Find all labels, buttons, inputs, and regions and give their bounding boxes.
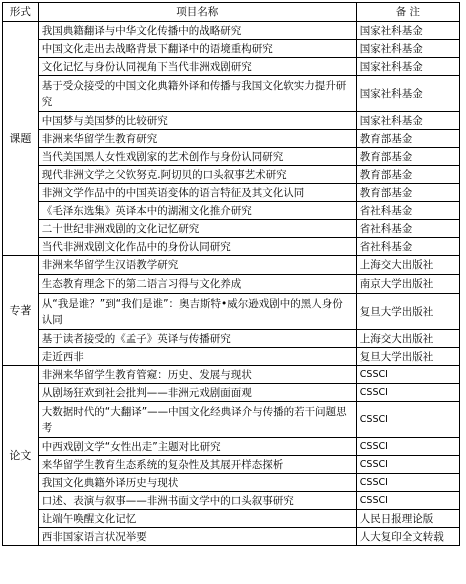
header-remarks: 备 注 [356,3,459,22]
project-remark: 国家社科基金 [356,40,459,58]
table-row [3,510,460,528]
project-remark: CSSCI [356,474,459,492]
project-remark: 教育部基金 [356,130,459,148]
project-remark: 人民日报理论版 [356,510,459,528]
project-title: 当代非洲戏剧文化作品中的身份认同研究 [38,238,356,256]
table-row [3,22,460,40]
project-remark: CSSCI [356,492,459,510]
table-row [3,348,460,366]
section-label: 论文 [3,366,39,546]
table-row [3,112,460,130]
table-body [3,22,460,546]
project-title: 二十世纪非洲戏剧的文化记忆研究 [38,220,356,238]
table-row [3,456,460,474]
project-title: 口述、表演与叙事——非洲书面文学中的口头叙事研究 [38,492,356,510]
project-title: 大数据时代的“大翻译”——中国文化经典译介与传播的若干问题思考 [38,402,356,438]
project-remark: 国家社科基金 [356,112,459,130]
project-title: 从剧场狂欢到社会批判——非洲元戏剧面面观 [38,384,356,402]
header-row [3,3,460,22]
table-row [3,238,460,256]
table-row [3,148,460,166]
project-remark: 复旦大学出版社 [356,294,459,330]
project-remark: 教育部基金 [356,166,459,184]
header-project-name: 项目名称 [38,3,356,22]
project-title: 西非国家语言状况举要 [38,528,356,546]
table-row [3,492,460,510]
section-label: 课题 [3,22,39,256]
project-title: 生态教育理念下的第二语言习得与文化养成 [38,275,356,294]
table-row [3,402,460,438]
project-title: 来华留学生教育生态系统的复杂性及其展开样态探析 [38,456,356,474]
project-remark: 人大复印全文转载 [356,528,459,546]
project-remark: CSSCI [356,438,459,456]
project-title: 文化记忆与身份认同视角下当代非洲戏剧研究 [38,58,356,76]
section-label: 专著 [3,256,39,366]
table-row [3,366,460,384]
table-row [3,330,460,348]
header-form: 形式 [3,3,39,22]
table-row [3,275,460,294]
project-remark: CSSCI [356,402,459,438]
project-title: 让端午唤醒文化记忆 [38,510,356,528]
project-remark: 南京大学出版社 [356,275,459,294]
project-remark: 国家社科基金 [356,22,459,40]
project-title: 基于读者接受的《孟子》英译与传播研究 [38,330,356,348]
project-remark: CSSCI [356,384,459,402]
project-title: 当代美国黑人女性戏剧家的艺术创作与身份认同研究 [38,148,356,166]
project-remark: 省社科基金 [356,202,459,220]
table-row [3,438,460,456]
project-remark: CSSCI [356,366,459,384]
project-title: 非洲来华留学生教育研究 [38,130,356,148]
project-remark: 省社科基金 [356,238,459,256]
project-title: 非洲来华留学生教育管窥：历史、发展与现状 [38,366,356,384]
table-row [3,384,460,402]
project-title: 基于受众接受的中国文化典籍外译和传播与我国文化软实力提升研究 [38,76,356,112]
table-row [3,58,460,76]
table-row [3,294,460,330]
project-remark: 上海交大出版社 [356,256,459,275]
project-title: 非洲来华留学生汉语教学研究 [38,256,356,275]
project-remark: 上海交大出版社 [356,330,459,348]
table-row [3,528,460,546]
project-title: 中西戏剧文学“女性出走”主题对比研究 [38,438,356,456]
table-row [3,220,460,238]
project-title: 现代非洲文学之父钦努克.阿切贝的口头叙事艺术研究 [38,166,356,184]
table-row [3,184,460,202]
project-title: 我国典籍翻译与中华文化传播中的战略研究 [38,22,356,40]
project-title: 从“我是谁？”到“我们是谁”：奥吉斯特•威尔逊戏剧中的黑人身份认同 [38,294,356,330]
project-table [2,2,460,546]
project-title: 我国文化典籍外译历史与现状 [38,474,356,492]
project-title: 非洲文学作品中的中国英语变体的语言特征及其文化认同 [38,184,356,202]
table-row [3,256,460,275]
project-remark: 国家社科基金 [356,76,459,112]
project-remark: CSSCI [356,456,459,474]
project-remark: 省社科基金 [356,220,459,238]
project-title: 《毛泽东选集》英译本中的湖湘文化推介研究 [38,202,356,220]
project-title: 中国文化走出去战略背景下翻译中的语境重构研究 [38,40,356,58]
table-row [3,76,460,112]
table-row [3,202,460,220]
table-row [3,166,460,184]
project-title: 走近西非 [38,348,356,366]
project-title: 中国梦与美国梦的比较研究 [38,112,356,130]
project-remark: 复旦大学出版社 [356,348,459,366]
table-row [3,474,460,492]
table-row [3,130,460,148]
project-remark: 国家社科基金 [356,58,459,76]
project-remark: 教育部基金 [356,184,459,202]
table-row [3,40,460,58]
project-remark: 教育部基金 [356,148,459,166]
